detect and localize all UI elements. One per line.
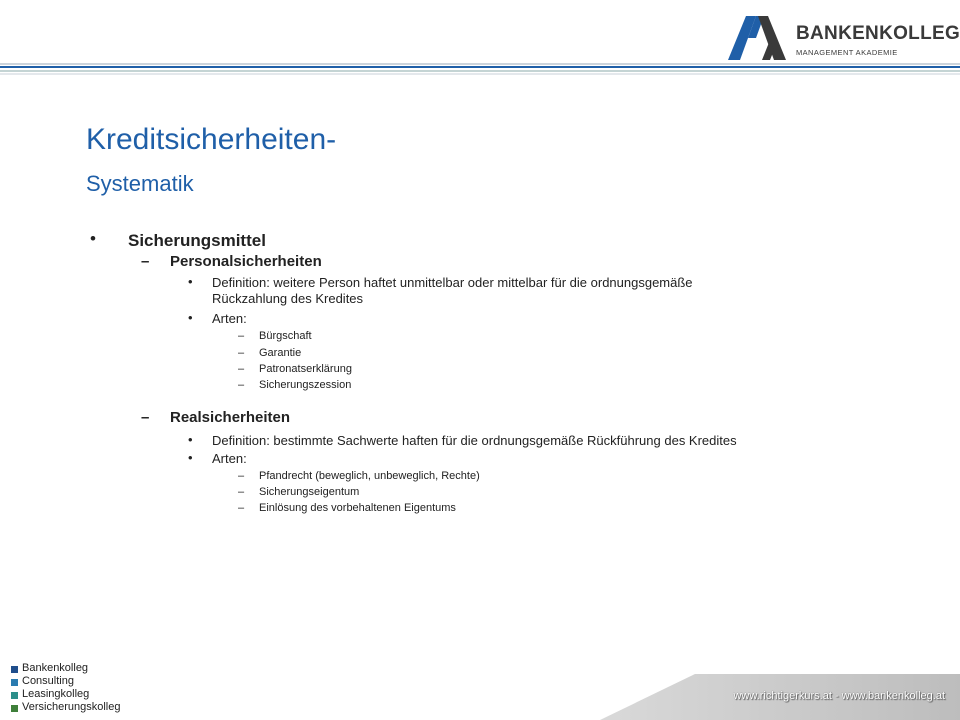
brand-name: BANKENKOLLEG	[796, 23, 960, 44]
brand-tagline: MANAGEMENT AKADEMIE	[796, 48, 898, 57]
square-icon	[11, 692, 18, 699]
legend-label: Versicherungskolleg	[22, 701, 121, 713]
dash-marker: –	[238, 470, 245, 482]
real-type-item: Sicherungseigentum	[259, 486, 360, 498]
personal-definition-line2: Rückzahlung des Kredites	[212, 291, 364, 306]
slide-subtitle: Systematik	[86, 171, 194, 196]
legend-label: Consulting	[22, 675, 74, 687]
personal-types-label: Arten:	[212, 311, 247, 326]
square-icon	[11, 679, 18, 686]
slide-title: Kreditsicherheiten-	[86, 123, 337, 156]
personal-type-item: Patronatserklärung	[259, 363, 352, 375]
outline-real-heading: Realsicherheiten	[170, 409, 291, 426]
brand-logo	[726, 12, 960, 62]
bullet-marker: •	[90, 229, 96, 248]
outline-main: Sicherungsmittel	[128, 231, 266, 250]
bullet-marker: •	[188, 274, 193, 289]
dash-marker: –	[238, 379, 245, 391]
bullet-marker: •	[188, 310, 193, 325]
legend-label: Bankenkolleg	[22, 662, 89, 674]
personal-type-item: Bürgschaft	[259, 330, 312, 342]
header-divider	[0, 62, 960, 78]
personal-type-item: Sicherungszession	[259, 379, 352, 391]
outline-personal-heading: Personalsicherheiten	[170, 253, 322, 270]
dash-marker: –	[238, 486, 245, 498]
real-type-item: Pfandrecht (beweglich, unbeweglich, Rechte)	[259, 470, 480, 482]
dash-marker: –	[238, 502, 245, 514]
bullet-marker: •	[188, 432, 193, 447]
dash-marker: –	[238, 347, 245, 359]
dash-marker: –	[141, 253, 150, 270]
logo-mark-icon	[726, 14, 792, 60]
personal-type-item: Garantie	[259, 347, 302, 359]
footer-links[interactable]: www.richtigerkurs.at - www.bankenkolleg.at	[733, 690, 945, 702]
legend-label: Leasingkolleg	[22, 688, 90, 700]
real-type-item: Einlösung des vorbehaltenen Eigentums	[259, 502, 456, 514]
bullet-marker: •	[188, 450, 193, 465]
dash-marker: –	[141, 409, 150, 426]
square-icon	[11, 666, 18, 673]
square-icon	[11, 705, 18, 712]
dash-marker: –	[238, 363, 245, 375]
dash-marker: –	[238, 330, 245, 342]
personal-definition-line1: Definition: weitere Person haftet unmittelbar oder mittelbar für die ordnungsgemäße	[212, 275, 693, 290]
real-definition: Definition: bestimmte Sachwerte haften für die ordnungsgemäße Rückführung des Kredites	[212, 433, 737, 448]
real-types-label: Arten:	[212, 451, 247, 466]
